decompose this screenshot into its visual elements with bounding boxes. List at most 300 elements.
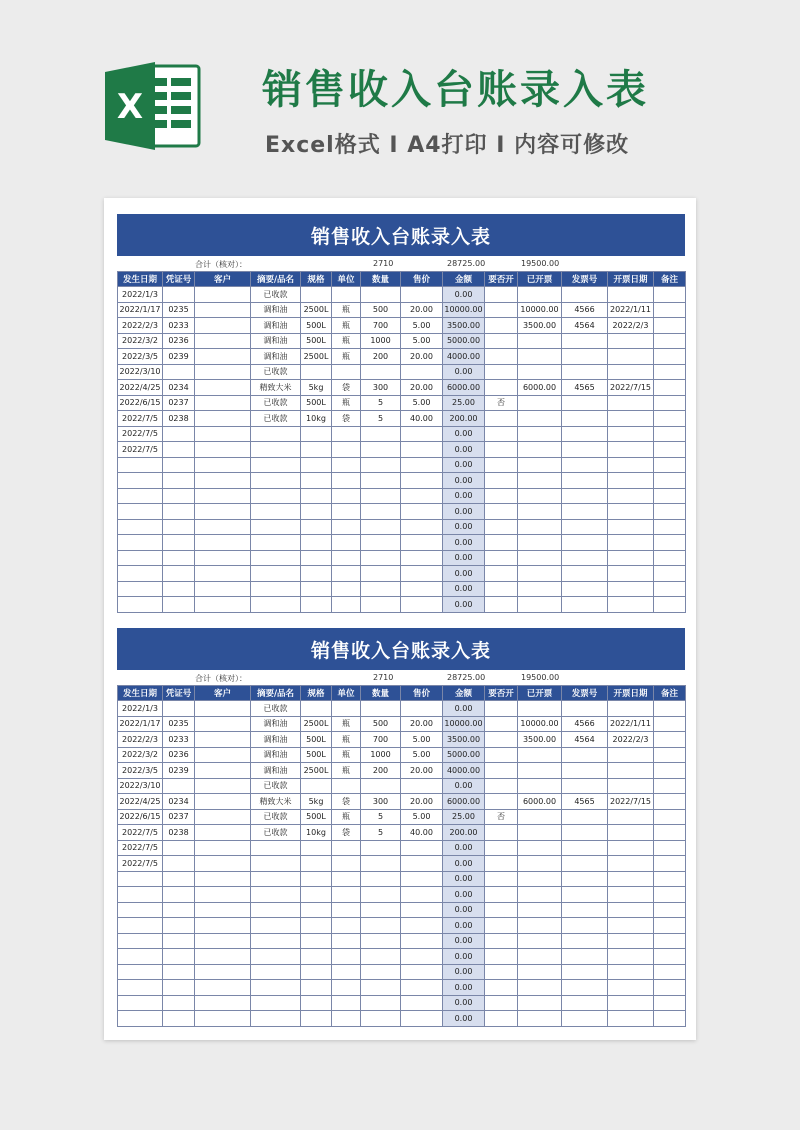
cell-date[interactable]: 2022/6/15 <box>118 395 163 411</box>
cell-quantity[interactable]: 500 <box>361 302 401 318</box>
cell-invoiced[interactable] <box>518 902 562 918</box>
cell-quantity[interactable]: 500 <box>361 716 401 732</box>
cell-voucher[interactable]: 0236 <box>163 747 195 763</box>
cell-date[interactable]: 2022/3/10 <box>118 778 163 794</box>
cell-unit[interactable]: 瓶 <box>332 333 361 349</box>
cell-price[interactable]: 20.00 <box>401 302 443 318</box>
cell-customer[interactable] <box>195 964 251 980</box>
cell-spec[interactable] <box>301 426 332 442</box>
cell-summary[interactable]: 调和油 <box>251 716 301 732</box>
cell-unit[interactable] <box>332 980 361 996</box>
cell-invoice-date[interactable] <box>608 550 654 566</box>
cell-invoice-no[interactable] <box>562 349 608 365</box>
cell-invoice-no[interactable] <box>562 995 608 1011</box>
cell-need-invoice[interactable] <box>485 949 518 965</box>
cell-amount[interactable]: 0.00 <box>443 566 485 582</box>
cell-voucher[interactable] <box>163 442 195 458</box>
cell-date[interactable]: 2022/1/3 <box>118 701 163 717</box>
cell-date[interactable] <box>118 519 163 535</box>
cell-date[interactable]: 2022/1/3 <box>118 287 163 303</box>
cell-invoice-no[interactable] <box>562 364 608 380</box>
cell-customer[interactable] <box>195 933 251 949</box>
cell-spec[interactable] <box>301 597 332 613</box>
cell-unit[interactable]: 袋 <box>332 380 361 396</box>
cell-customer[interactable] <box>195 1011 251 1027</box>
cell-amount[interactable]: 0.00 <box>443 980 485 996</box>
cell-invoiced[interactable] <box>518 597 562 613</box>
cell-unit[interactable]: 袋 <box>332 411 361 427</box>
cell-summary[interactable] <box>251 902 301 918</box>
cell-spec[interactable]: 500L <box>301 747 332 763</box>
cell-date[interactable] <box>118 535 163 551</box>
cell-invoice-date[interactable] <box>608 980 654 996</box>
cell-spec[interactable] <box>301 488 332 504</box>
cell-amount[interactable]: 0.00 <box>443 426 485 442</box>
cell-invoice-date[interactable] <box>608 902 654 918</box>
cell-remark[interactable] <box>654 318 686 334</box>
cell-invoice-date[interactable] <box>608 504 654 520</box>
cell-need-invoice[interactable] <box>485 597 518 613</box>
cell-quantity[interactable]: 5 <box>361 395 401 411</box>
cell-summary[interactable]: 调和油 <box>251 763 301 779</box>
cell-need-invoice[interactable]: 否 <box>485 809 518 825</box>
cell-need-invoice[interactable]: 否 <box>485 395 518 411</box>
cell-need-invoice[interactable] <box>485 473 518 489</box>
cell-date[interactable] <box>118 488 163 504</box>
cell-price[interactable] <box>401 933 443 949</box>
cell-voucher[interactable] <box>163 980 195 996</box>
cell-remark[interactable] <box>654 887 686 903</box>
cell-quantity[interactable]: 300 <box>361 380 401 396</box>
cell-quantity[interactable]: 200 <box>361 349 401 365</box>
cell-invoice-date[interactable] <box>608 473 654 489</box>
cell-invoice-no[interactable]: 4566 <box>562 716 608 732</box>
cell-remark[interactable] <box>654 716 686 732</box>
cell-quantity[interactable] <box>361 473 401 489</box>
cell-quantity[interactable] <box>361 1011 401 1027</box>
cell-date[interactable]: 2022/7/5 <box>118 426 163 442</box>
cell-amount[interactable]: 0.00 <box>443 473 485 489</box>
cell-quantity[interactable] <box>361 597 401 613</box>
cell-summary[interactable]: 已收款 <box>251 825 301 841</box>
cell-invoiced[interactable] <box>518 701 562 717</box>
cell-price[interactable]: 5.00 <box>401 747 443 763</box>
cell-summary[interactable] <box>251 519 301 535</box>
cell-date[interactable]: 2022/1/17 <box>118 716 163 732</box>
cell-voucher[interactable]: 0236 <box>163 333 195 349</box>
cell-customer[interactable] <box>195 794 251 810</box>
cell-voucher[interactable] <box>163 933 195 949</box>
cell-invoice-date[interactable] <box>608 856 654 872</box>
cell-spec[interactable] <box>301 856 332 872</box>
cell-need-invoice[interactable] <box>485 980 518 996</box>
cell-voucher[interactable]: 0233 <box>163 732 195 748</box>
cell-invoiced[interactable] <box>518 550 562 566</box>
cell-remark[interactable] <box>654 732 686 748</box>
cell-amount[interactable]: 0.00 <box>443 856 485 872</box>
cell-summary[interactable] <box>251 473 301 489</box>
cell-voucher[interactable] <box>163 287 195 303</box>
cell-customer[interactable] <box>195 840 251 856</box>
cell-amount[interactable]: 0.00 <box>443 535 485 551</box>
cell-spec[interactable]: 500L <box>301 333 332 349</box>
cell-remark[interactable] <box>654 287 686 303</box>
cell-need-invoice[interactable] <box>485 333 518 349</box>
cell-invoice-no[interactable] <box>562 902 608 918</box>
cell-invoice-date[interactable] <box>608 949 654 965</box>
cell-invoiced[interactable] <box>518 809 562 825</box>
cell-customer[interactable] <box>195 380 251 396</box>
cell-remark[interactable] <box>654 794 686 810</box>
cell-invoiced[interactable] <box>518 457 562 473</box>
cell-invoice-no[interactable] <box>562 535 608 551</box>
cell-price[interactable] <box>401 597 443 613</box>
cell-voucher[interactable] <box>163 778 195 794</box>
cell-customer[interactable] <box>195 426 251 442</box>
cell-invoice-date[interactable] <box>608 871 654 887</box>
cell-summary[interactable] <box>251 504 301 520</box>
cell-spec[interactable] <box>301 995 332 1011</box>
cell-amount[interactable]: 0.00 <box>443 1011 485 1027</box>
cell-invoice-date[interactable] <box>608 809 654 825</box>
cell-spec[interactable]: 500L <box>301 395 332 411</box>
cell-voucher[interactable] <box>163 902 195 918</box>
cell-summary[interactable] <box>251 566 301 582</box>
cell-unit[interactable] <box>332 535 361 551</box>
cell-unit[interactable] <box>332 902 361 918</box>
cell-invoice-date[interactable] <box>608 887 654 903</box>
cell-summary[interactable]: 调和油 <box>251 333 301 349</box>
cell-voucher[interactable] <box>163 519 195 535</box>
cell-invoiced[interactable]: 10000.00 <box>518 716 562 732</box>
cell-remark[interactable] <box>654 778 686 794</box>
cell-invoice-no[interactable] <box>562 918 608 934</box>
cell-spec[interactable] <box>301 840 332 856</box>
cell-voucher[interactable]: 0239 <box>163 763 195 779</box>
cell-invoice-date[interactable] <box>608 701 654 717</box>
cell-need-invoice[interactable] <box>485 794 518 810</box>
cell-voucher[interactable] <box>163 918 195 934</box>
cell-invoice-date[interactable] <box>608 395 654 411</box>
cell-date[interactable]: 2022/7/5 <box>118 442 163 458</box>
cell-unit[interactable] <box>332 457 361 473</box>
cell-remark[interactable] <box>654 426 686 442</box>
cell-price[interactable] <box>401 871 443 887</box>
cell-customer[interactable] <box>195 701 251 717</box>
cell-invoiced[interactable] <box>518 964 562 980</box>
cell-customer[interactable] <box>195 995 251 1011</box>
cell-unit[interactable] <box>332 840 361 856</box>
cell-spec[interactable]: 2500L <box>301 763 332 779</box>
cell-remark[interactable] <box>654 488 686 504</box>
cell-invoiced[interactable] <box>518 825 562 841</box>
cell-remark[interactable] <box>654 933 686 949</box>
cell-summary[interactable]: 已收款 <box>251 364 301 380</box>
cell-date[interactable] <box>118 504 163 520</box>
cell-summary[interactable] <box>251 426 301 442</box>
cell-voucher[interactable] <box>163 995 195 1011</box>
cell-date[interactable]: 2022/7/5 <box>118 825 163 841</box>
cell-amount[interactable]: 5000.00 <box>443 333 485 349</box>
cell-price[interactable]: 20.00 <box>401 380 443 396</box>
cell-invoiced[interactable] <box>518 980 562 996</box>
cell-summary[interactable]: 已收款 <box>251 287 301 303</box>
cell-price[interactable] <box>401 995 443 1011</box>
cell-amount[interactable]: 25.00 <box>443 809 485 825</box>
cell-remark[interactable] <box>654 380 686 396</box>
cell-quantity[interactable] <box>361 856 401 872</box>
cell-invoice-no[interactable] <box>562 980 608 996</box>
cell-remark[interactable] <box>654 840 686 856</box>
cell-invoice-date[interactable] <box>608 488 654 504</box>
cell-invoice-no[interactable] <box>562 949 608 965</box>
cell-invoiced[interactable] <box>518 442 562 458</box>
cell-spec[interactable] <box>301 933 332 949</box>
cell-summary[interactable] <box>251 995 301 1011</box>
cell-price[interactable] <box>401 519 443 535</box>
cell-invoice-no[interactable] <box>562 597 608 613</box>
cell-remark[interactable] <box>654 597 686 613</box>
cell-unit[interactable] <box>332 871 361 887</box>
cell-invoice-date[interactable] <box>608 364 654 380</box>
cell-summary[interactable] <box>251 840 301 856</box>
cell-date[interactable] <box>118 597 163 613</box>
cell-spec[interactable]: 500L <box>301 732 332 748</box>
cell-spec[interactable] <box>301 949 332 965</box>
cell-invoice-date[interactable] <box>608 1011 654 1027</box>
cell-summary[interactable]: 已收款 <box>251 701 301 717</box>
cell-invoice-date[interactable] <box>608 918 654 934</box>
cell-date[interactable]: 2022/4/25 <box>118 794 163 810</box>
cell-invoiced[interactable] <box>518 918 562 934</box>
cell-voucher[interactable]: 0237 <box>163 809 195 825</box>
cell-spec[interactable] <box>301 364 332 380</box>
cell-remark[interactable] <box>654 457 686 473</box>
cell-invoice-date[interactable] <box>608 778 654 794</box>
cell-quantity[interactable] <box>361 918 401 934</box>
cell-voucher[interactable] <box>163 597 195 613</box>
cell-customer[interactable] <box>195 716 251 732</box>
cell-spec[interactable] <box>301 964 332 980</box>
cell-invoice-no[interactable]: 4566 <box>562 302 608 318</box>
cell-summary[interactable]: 已收款 <box>251 809 301 825</box>
cell-voucher[interactable]: 0235 <box>163 716 195 732</box>
cell-price[interactable] <box>401 581 443 597</box>
cell-need-invoice[interactable] <box>485 566 518 582</box>
cell-invoice-no[interactable] <box>562 426 608 442</box>
cell-remark[interactable] <box>654 581 686 597</box>
cell-date[interactable] <box>118 933 163 949</box>
cell-price[interactable]: 40.00 <box>401 411 443 427</box>
cell-customer[interactable] <box>195 980 251 996</box>
cell-invoice-date[interactable] <box>608 840 654 856</box>
cell-amount[interactable]: 0.00 <box>443 887 485 903</box>
cell-remark[interactable] <box>654 442 686 458</box>
cell-customer[interactable] <box>195 318 251 334</box>
cell-voucher[interactable] <box>163 871 195 887</box>
cell-voucher[interactable]: 0239 <box>163 349 195 365</box>
cell-summary[interactable]: 已收款 <box>251 395 301 411</box>
cell-quantity[interactable] <box>361 550 401 566</box>
cell-amount[interactable]: 4000.00 <box>443 349 485 365</box>
cell-date[interactable]: 2022/3/10 <box>118 364 163 380</box>
cell-invoice-no[interactable] <box>562 856 608 872</box>
cell-amount[interactable]: 0.00 <box>443 519 485 535</box>
cell-need-invoice[interactable] <box>485 488 518 504</box>
cell-quantity[interactable] <box>361 457 401 473</box>
cell-amount[interactable]: 25.00 <box>443 395 485 411</box>
cell-remark[interactable] <box>654 902 686 918</box>
cell-quantity[interactable] <box>361 426 401 442</box>
cell-price[interactable] <box>401 504 443 520</box>
cell-unit[interactable] <box>332 918 361 934</box>
cell-amount[interactable]: 0.00 <box>443 701 485 717</box>
cell-price[interactable] <box>401 1011 443 1027</box>
cell-unit[interactable]: 瓶 <box>332 395 361 411</box>
cell-invoiced[interactable] <box>518 840 562 856</box>
cell-unit[interactable] <box>332 856 361 872</box>
cell-invoice-no[interactable] <box>562 871 608 887</box>
cell-price[interactable] <box>401 902 443 918</box>
cell-invoiced[interactable] <box>518 333 562 349</box>
cell-unit[interactable] <box>332 778 361 794</box>
cell-amount[interactable]: 0.00 <box>443 364 485 380</box>
cell-invoiced[interactable] <box>518 535 562 551</box>
cell-amount[interactable]: 6000.00 <box>443 380 485 396</box>
cell-invoice-date[interactable] <box>608 457 654 473</box>
cell-amount[interactable]: 0.00 <box>443 488 485 504</box>
cell-customer[interactable] <box>195 763 251 779</box>
cell-date[interactable]: 2022/7/5 <box>118 411 163 427</box>
cell-customer[interactable] <box>195 333 251 349</box>
cell-price[interactable]: 5.00 <box>401 732 443 748</box>
cell-summary[interactable]: 调和油 <box>251 747 301 763</box>
cell-invoice-date[interactable] <box>608 535 654 551</box>
cell-remark[interactable] <box>654 566 686 582</box>
cell-invoice-date[interactable] <box>608 597 654 613</box>
cell-remark[interactable] <box>654 964 686 980</box>
cell-remark[interactable] <box>654 701 686 717</box>
cell-amount[interactable]: 0.00 <box>443 964 485 980</box>
cell-price[interactable] <box>401 980 443 996</box>
cell-invoiced[interactable] <box>518 1011 562 1027</box>
cell-invoiced[interactable]: 6000.00 <box>518 380 562 396</box>
cell-summary[interactable] <box>251 550 301 566</box>
cell-invoice-no[interactable] <box>562 504 608 520</box>
cell-date[interactable] <box>118 566 163 582</box>
cell-summary[interactable] <box>251 964 301 980</box>
cell-voucher[interactable] <box>163 426 195 442</box>
cell-need-invoice[interactable] <box>485 519 518 535</box>
cell-need-invoice[interactable] <box>485 701 518 717</box>
cell-invoice-date[interactable]: 2022/1/11 <box>608 716 654 732</box>
cell-invoiced[interactable] <box>518 287 562 303</box>
cell-invoice-date[interactable] <box>608 747 654 763</box>
cell-quantity[interactable] <box>361 871 401 887</box>
cell-spec[interactable] <box>301 871 332 887</box>
cell-date[interactable] <box>118 949 163 965</box>
cell-need-invoice[interactable] <box>485 349 518 365</box>
cell-invoice-date[interactable]: 2022/2/3 <box>608 732 654 748</box>
cell-spec[interactable] <box>301 457 332 473</box>
cell-need-invoice[interactable] <box>485 411 518 427</box>
cell-need-invoice[interactable] <box>485 550 518 566</box>
cell-spec[interactable]: 500L <box>301 318 332 334</box>
cell-need-invoice[interactable] <box>485 747 518 763</box>
cell-invoiced[interactable] <box>518 488 562 504</box>
cell-invoice-no[interactable] <box>562 287 608 303</box>
cell-invoice-no[interactable] <box>562 488 608 504</box>
cell-date[interactable]: 2022/3/2 <box>118 747 163 763</box>
cell-unit[interactable] <box>332 995 361 1011</box>
cell-need-invoice[interactable] <box>485 504 518 520</box>
cell-remark[interactable] <box>654 395 686 411</box>
cell-spec[interactable] <box>301 902 332 918</box>
cell-unit[interactable] <box>332 488 361 504</box>
cell-remark[interactable] <box>654 871 686 887</box>
cell-invoiced[interactable] <box>518 364 562 380</box>
cell-price[interactable] <box>401 488 443 504</box>
cell-date[interactable]: 2022/3/5 <box>118 763 163 779</box>
cell-date[interactable] <box>118 887 163 903</box>
cell-invoice-date[interactable]: 2022/2/3 <box>608 318 654 334</box>
cell-voucher[interactable]: 0238 <box>163 411 195 427</box>
cell-invoice-no[interactable] <box>562 964 608 980</box>
cell-quantity[interactable] <box>361 364 401 380</box>
cell-unit[interactable] <box>332 442 361 458</box>
cell-need-invoice[interactable] <box>485 302 518 318</box>
cell-price[interactable] <box>401 550 443 566</box>
cell-spec[interactable] <box>301 701 332 717</box>
cell-remark[interactable] <box>654 825 686 841</box>
cell-quantity[interactable] <box>361 287 401 303</box>
cell-need-invoice[interactable] <box>485 581 518 597</box>
cell-unit[interactable] <box>332 933 361 949</box>
cell-price[interactable] <box>401 473 443 489</box>
cell-amount[interactable]: 0.00 <box>443 504 485 520</box>
cell-invoiced[interactable] <box>518 778 562 794</box>
cell-invoice-no[interactable] <box>562 778 608 794</box>
cell-price[interactable] <box>401 949 443 965</box>
cell-summary[interactable]: 精致大米 <box>251 380 301 396</box>
cell-date[interactable] <box>118 473 163 489</box>
cell-amount[interactable]: 6000.00 <box>443 794 485 810</box>
cell-unit[interactable] <box>332 887 361 903</box>
cell-invoice-date[interactable]: 2022/1/11 <box>608 302 654 318</box>
cell-amount[interactable]: 0.00 <box>443 550 485 566</box>
cell-unit[interactable]: 袋 <box>332 794 361 810</box>
cell-invoice-no[interactable] <box>562 747 608 763</box>
cell-remark[interactable] <box>654 519 686 535</box>
cell-amount[interactable]: 0.00 <box>443 457 485 473</box>
cell-customer[interactable] <box>195 949 251 965</box>
cell-invoice-date[interactable] <box>608 349 654 365</box>
cell-summary[interactable] <box>251 887 301 903</box>
cell-customer[interactable] <box>195 550 251 566</box>
cell-invoiced[interactable] <box>518 504 562 520</box>
cell-customer[interactable] <box>195 581 251 597</box>
cell-amount[interactable]: 0.00 <box>443 778 485 794</box>
cell-quantity[interactable]: 1000 <box>361 333 401 349</box>
cell-summary[interactable]: 调和油 <box>251 349 301 365</box>
cell-invoice-no[interactable] <box>562 763 608 779</box>
cell-date[interactable]: 2022/2/3 <box>118 318 163 334</box>
cell-amount[interactable]: 0.00 <box>443 918 485 934</box>
cell-unit[interactable]: 瓶 <box>332 716 361 732</box>
cell-price[interactable] <box>401 364 443 380</box>
cell-unit[interactable] <box>332 701 361 717</box>
cell-need-invoice[interactable] <box>485 287 518 303</box>
